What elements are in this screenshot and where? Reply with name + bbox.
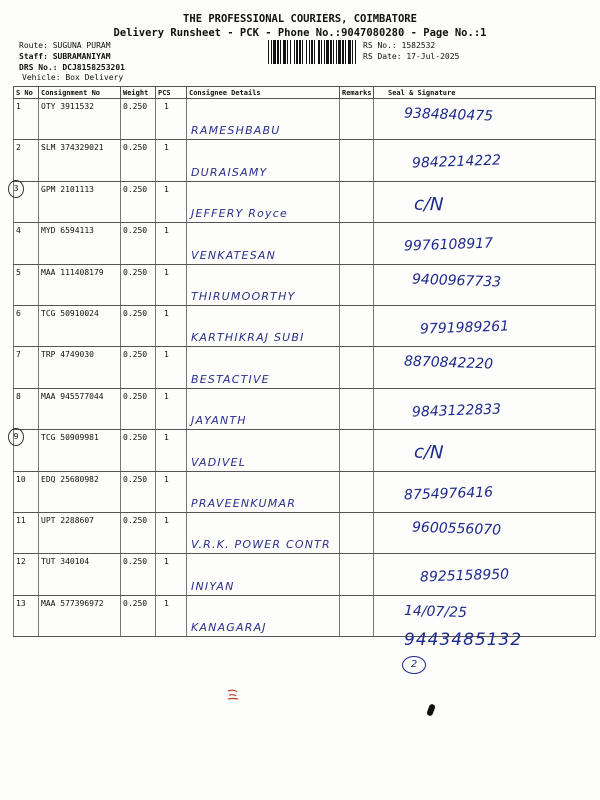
rs-number: RS No.: 1582532	[363, 41, 436, 50]
row-sno: 7	[14, 347, 39, 388]
row-consignee	[187, 388, 340, 429]
company-title: THE PROFESSIONAL COURIERS, COIMBATORE	[183, 13, 417, 25]
consignee-name: THIRUMOORTHY	[191, 289, 296, 303]
barcode-bar	[314, 40, 315, 64]
row-consignment-no: EDQ 25680982	[39, 471, 121, 512]
barcode-bar	[342, 40, 344, 64]
drs-number: DRS No.: DCJ8158253201	[19, 63, 125, 72]
barcode-bar	[294, 40, 295, 64]
handwritten-signature: 8925158950	[419, 566, 510, 586]
barcode-bar	[271, 40, 272, 64]
handwritten-signature: 9842214222	[411, 152, 502, 172]
barcode-bar	[299, 40, 301, 64]
barcode-bar	[333, 40, 334, 64]
row-consignee	[187, 554, 340, 595]
row-remarks	[340, 99, 374, 140]
row-pcs: 1	[156, 430, 187, 471]
handwritten-signature: 9791989261	[419, 318, 510, 338]
table-row	[14, 305, 596, 346]
handwritten-signature: c/N	[413, 441, 444, 464]
row-sno: 4	[14, 223, 39, 264]
col-header-consignee: Consignee Details	[187, 87, 340, 99]
barcode-bar	[336, 40, 337, 64]
row-weight: 0.250	[121, 595, 156, 636]
barcode-bar	[330, 40, 332, 64]
row-sno: 1	[14, 99, 39, 140]
row-consignment-no: GPM 2101113	[39, 181, 121, 222]
consignee-name: PRAVEENKUMAR	[191, 496, 297, 510]
row-signature	[374, 554, 596, 595]
row-weight: 0.250	[121, 430, 156, 471]
row-consignment-no: MYD 6594113	[39, 223, 121, 264]
table-row	[14, 554, 596, 595]
barcode-bar	[348, 40, 351, 64]
row-pcs: 1	[156, 223, 187, 264]
row-pcs: 1	[156, 554, 187, 595]
barcode-bar	[345, 40, 346, 64]
row-sno: 10	[14, 471, 39, 512]
row-signature	[374, 140, 596, 181]
row-consignee	[187, 430, 340, 471]
barcode-bar	[355, 40, 356, 64]
row-consignment-no: MAA 945577044	[39, 388, 121, 429]
row-consignment-no: TCG 50910024	[39, 305, 121, 346]
row-signature	[374, 388, 596, 429]
rs-date: RS Date: 17-Jul-2025	[363, 52, 460, 61]
handwritten-signature: 9400967733	[411, 271, 502, 291]
table-row	[14, 430, 596, 471]
row-remarks	[340, 181, 374, 222]
barcode-bar	[280, 40, 281, 64]
row-remarks	[340, 140, 374, 181]
row-sno: 5	[14, 264, 39, 305]
col-header-pcs: PCS	[156, 87, 187, 99]
barcode-bar	[302, 40, 303, 64]
row-remarks	[340, 554, 374, 595]
row-weight: 0.250	[121, 140, 156, 181]
handwritten-signature: 8754976416	[403, 483, 494, 504]
circled-count: 2	[402, 656, 426, 674]
row-signature	[374, 471, 596, 512]
barcode-bar	[277, 40, 279, 64]
row-consignee	[187, 99, 340, 140]
consignee-name: BESTACTIVE	[191, 372, 270, 386]
route-label: Route: SUGUNA PURAM	[19, 41, 111, 50]
col-header-consignment: Consignment No	[39, 87, 121, 99]
row-consignment-no: TCG 50909981	[39, 430, 121, 471]
table-row	[14, 347, 596, 388]
row-signature	[374, 430, 596, 471]
row-remarks	[340, 512, 374, 553]
row-weight: 0.250	[121, 347, 156, 388]
row-sno: 2	[14, 140, 39, 181]
consignee-name: RAMESHBABU	[191, 124, 281, 138]
row-signature	[374, 305, 596, 346]
row-consignment-no: MAA 577396972	[39, 595, 121, 636]
row-pcs: 1	[156, 264, 187, 305]
row-sno: 6	[14, 305, 39, 346]
table-row	[14, 99, 596, 140]
table-row	[14, 388, 596, 429]
handwritten-signature: 9976108917	[403, 235, 494, 255]
staff-label: Staff: SUBRAMANIYAM	[19, 52, 111, 61]
col-header-weight: Weight	[121, 87, 156, 99]
barcode-bar	[338, 40, 341, 64]
row-sno: 12	[14, 554, 39, 595]
row-weight: 0.250	[121, 99, 156, 140]
row-sno: 8	[14, 388, 39, 429]
barcode-bar	[321, 40, 322, 64]
consignee-name: DURAISAMY	[191, 165, 268, 179]
row-consignee	[187, 223, 340, 264]
row-signature	[374, 512, 596, 553]
consignee-name: VENKATESAN	[191, 248, 277, 262]
handwritten-signature: c/N	[413, 193, 444, 216]
barcode-bar	[318, 40, 320, 64]
runsheet-subtitle: Delivery Runsheet - PCK - Phone No.:9047080280 - Page No.:1	[113, 27, 487, 39]
row-remarks	[340, 388, 374, 429]
row-consignee	[187, 595, 340, 636]
row-signature	[374, 99, 596, 140]
row-consignment-no: OTY 3911532	[39, 99, 121, 140]
barcode-bar	[326, 40, 329, 64]
row-weight: 0.250	[121, 305, 156, 346]
red-pen-mark	[226, 686, 240, 698]
barcode-bar	[311, 40, 313, 64]
row-signature	[374, 347, 596, 388]
consignee-name: INIYAN	[191, 579, 235, 593]
table-row	[14, 223, 596, 264]
row-signature	[374, 264, 596, 305]
row-pcs: 1	[156, 140, 187, 181]
row-consignee	[187, 347, 340, 388]
col-header-remarks: Remarks	[340, 87, 374, 99]
barcode-bar	[296, 40, 298, 64]
barcode-bar	[287, 40, 288, 64]
row-signature	[374, 181, 596, 222]
handwritten-signature: 8870842220	[403, 353, 494, 373]
row-remarks	[340, 264, 374, 305]
consignee-name: KANAGARAJ	[191, 621, 267, 635]
row-pcs: 1	[156, 388, 187, 429]
table-header-row	[14, 87, 596, 99]
row-consignee	[187, 471, 340, 512]
row-weight: 0.250	[121, 512, 156, 553]
row-sno: 13	[14, 595, 39, 636]
row-consignment-no: UPT 2288607	[39, 512, 121, 553]
handwritten-signature: 14/07/25	[403, 602, 468, 621]
row-remarks	[340, 595, 374, 636]
table-row	[14, 512, 596, 553]
row-weight: 0.250	[121, 554, 156, 595]
consignee-name: JAYANTH	[191, 414, 247, 428]
handwritten-signature: 9384840475	[403, 105, 494, 125]
row-consignee	[187, 264, 340, 305]
row-weight: 0.250	[121, 471, 156, 512]
row-pcs: 1	[156, 305, 187, 346]
consignee-name: V.R.K. POWER CONTR	[191, 538, 331, 552]
row-sno: 9	[14, 430, 39, 471]
row-remarks	[340, 347, 374, 388]
table-row	[14, 140, 596, 181]
row-remarks	[340, 305, 374, 346]
row-consignee	[187, 305, 340, 346]
barcode-bar	[324, 40, 325, 64]
row-remarks	[340, 430, 374, 471]
handwritten-signature: 9600556070	[411, 519, 502, 539]
row-pcs: 1	[156, 595, 187, 636]
ink-blot	[426, 703, 436, 716]
row-remarks	[340, 223, 374, 264]
handwritten-signature: 9843122833	[411, 401, 502, 421]
barcode-bar	[309, 40, 310, 64]
barcode-bar	[306, 40, 307, 64]
consignee-name: VADIVEL	[191, 455, 247, 469]
row-consignment-no: SLM 374329021	[39, 140, 121, 181]
row-consignment-no: TRP 4749030	[39, 347, 121, 388]
consignee-name: JEFFERY Royce	[191, 207, 288, 221]
row-signature	[374, 223, 596, 264]
row-pcs: 1	[156, 471, 187, 512]
barcode-bar	[268, 40, 269, 64]
row-remarks	[340, 471, 374, 512]
col-header-sno: S No	[14, 87, 39, 99]
table-row	[14, 264, 596, 305]
row-pcs: 1	[156, 512, 187, 553]
barcode-image	[268, 40, 356, 64]
barcode-bar	[273, 40, 276, 64]
row-weight: 0.250	[121, 264, 156, 305]
row-consignee	[187, 140, 340, 181]
handwritten-phone: 9443485132	[404, 630, 523, 650]
row-sno: 11	[14, 512, 39, 553]
runsheet-table	[13, 86, 596, 637]
row-consignee	[187, 181, 340, 222]
row-pcs: 1	[156, 181, 187, 222]
row-sno: 3	[14, 181, 39, 222]
barcode-bar	[352, 40, 353, 64]
consignee-name: KARTHIKRAJ SUBI	[191, 331, 305, 345]
row-pcs: 1	[156, 347, 187, 388]
row-consignment-no: TUT 340104	[39, 554, 121, 595]
row-consignment-no: MAA 111408179	[39, 264, 121, 305]
barcode-bar	[283, 40, 286, 64]
col-header-signature: Seal & Signature	[374, 87, 596, 99]
row-weight: 0.250	[121, 388, 156, 429]
table-row	[14, 181, 596, 222]
table-row	[14, 471, 596, 512]
barcode-bar	[290, 40, 291, 64]
row-weight: 0.250	[121, 223, 156, 264]
vehicle-label: Vehicle: Box Delivery	[22, 73, 124, 82]
row-pcs: 1	[156, 99, 187, 140]
row-consignee	[187, 512, 340, 553]
row-weight: 0.250	[121, 181, 156, 222]
